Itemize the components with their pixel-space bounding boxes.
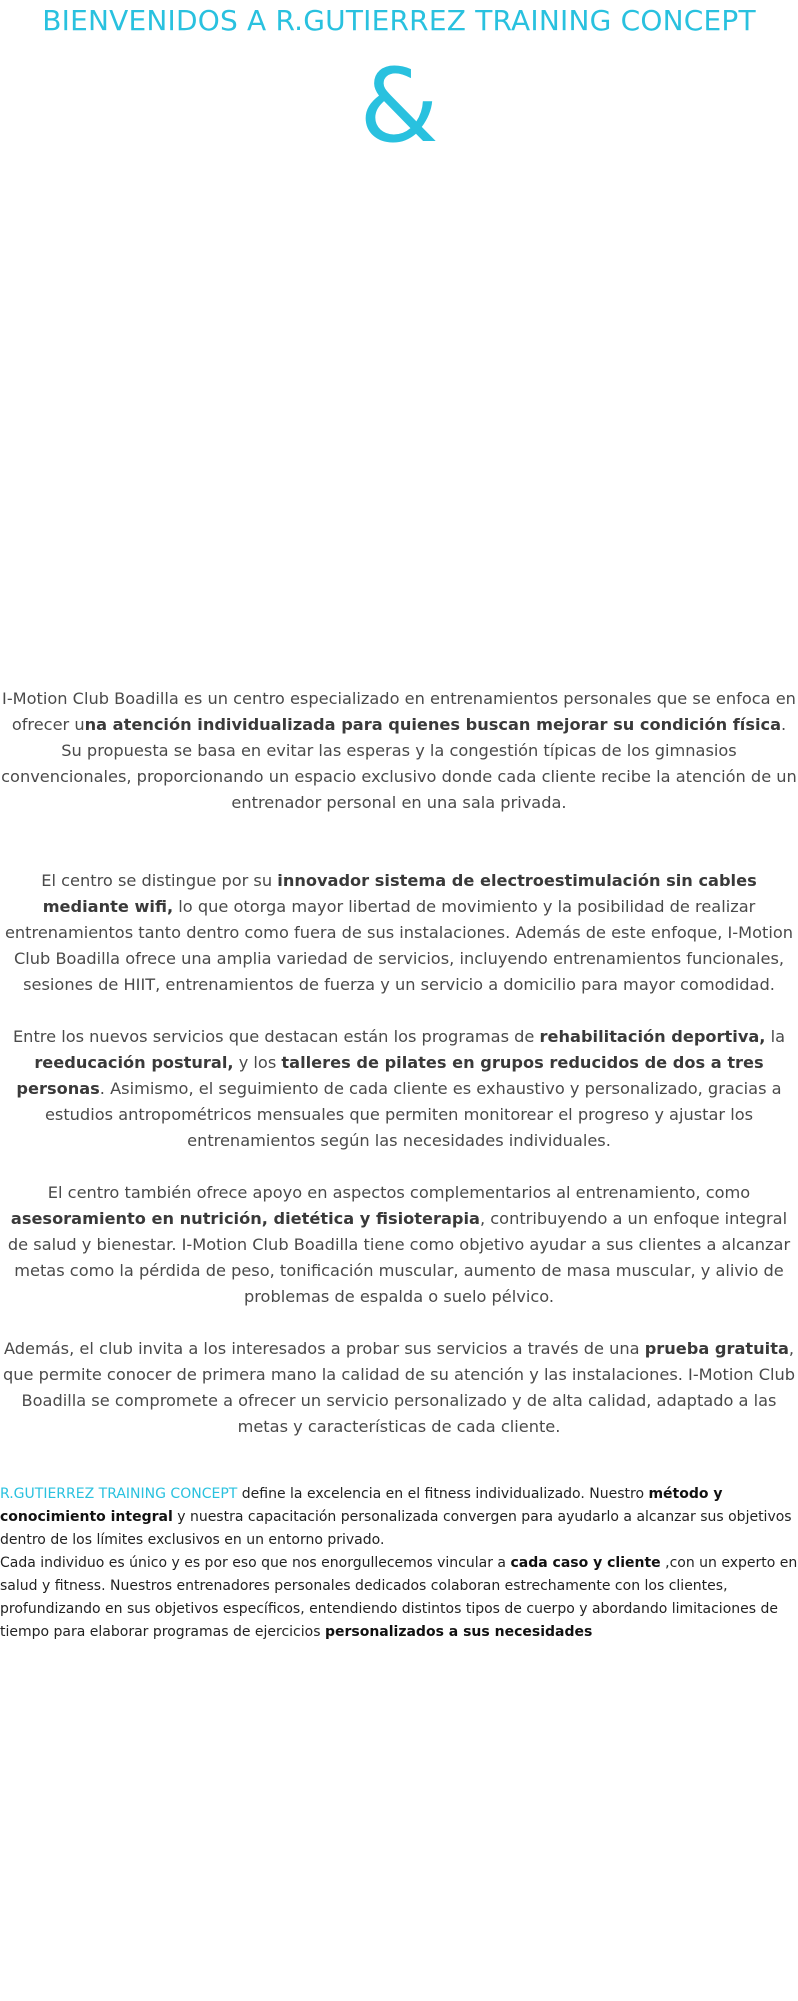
about-paragraph-technology: [0, 868, 798, 998]
text-span: define la excelencia en el fitness individualizado. Nuestro: [237, 1486, 649, 1502]
emphasis-text: personalizados a sus necesidades: [324, 1624, 593, 1640]
text-span: Además, el club invita a los interesados a probar sus servicios a través de una: [3, 1339, 645, 1358]
emphasis-text: reeducación postural,: [34, 1053, 234, 1072]
text-span: la: [765, 1027, 786, 1046]
emphasis-text: rehabilitación deportiva,: [539, 1027, 766, 1046]
welcome-title: BIENVENIDOS A R.GUTIERREZ TRAINING CONCEPT: [42, 4, 756, 37]
emphasis-text: na atención individualizada para quienes buscan mejorar su condición física: [84, 715, 782, 734]
about-paragraph-services: [0, 1024, 798, 1154]
emphasis-text: cada caso y cliente: [510, 1555, 661, 1571]
emphasis-text: talleres de pilates en grupos reducidos de dos a tres personas: [16, 1053, 764, 1098]
text-span: , que permite conocer de primera mano la calidad de su atención y las instalaciones. I-Motion Club Boadilla se compromete a ofrecer un servicio personalizado y de alta calidad, adaptado a las metas y características de cada cliente.: [2, 1339, 796, 1436]
about-paragraph-trial: [0, 1336, 798, 1440]
text-span: lo que otorga mayor libertad de movimiento y la posibilidad de realizar entrenamientos tanto dentro como fuera de sus instalaciones. Además de este enfoque, I-Motion Club Boadilla ofrece una amplia variedad de servicios, incluyendo entrenamientos funcionales, sesiones de HIIT, entrenamientos de fuerza y un servicio a domicilio para mayor comodidad.: [4, 897, 794, 994]
text-span: . Asimismo, el seguimiento de cada cliente es exhaustivo y personalizado, gracias a estudios antropométricos mensuales que permiten monitorear el progreso y ajustar los entrenamientos según las necesidades individuales.: [44, 1079, 782, 1150]
concept-section: [0, 1483, 798, 1644]
emphasis-text: prueba gratuita: [644, 1339, 789, 1358]
text-span: , contribuyendo a un enfoque integral de salud y bienestar. I-Motion Club Boadilla tiene como objetivo ayudar a sus clientes a alcanzar metas como la pérdida de peso, tonificación muscular, aumento de masa muscular, y alivio de problemas de espalda o suelo pélvico.: [7, 1209, 791, 1306]
concept-paragraph-intro: [0, 1483, 798, 1552]
text-span: . Su propuesta se basa en evitar las esperas y la congestión típicas de los gimnasios convencionales, proporcionando un espacio exclusivo donde cada cliente recibe la atención de un entrenador personal en una sala privada.: [1, 715, 797, 812]
text-span: I-Motion Club Boadilla es un centro especializado en entrenamientos personales que se enfoca en ofrecer u: [2, 689, 796, 734]
ampersand-glyph: &: [359, 47, 439, 166]
emphasis-text: método y conocimiento integral: [0, 1486, 723, 1525]
text-span: El centro también ofrece apoyo en aspectos complementarios al entrenamiento, como: [47, 1183, 751, 1202]
brand-name-text: R.GUTIERREZ TRAINING CONCEPT: [0, 1486, 238, 1502]
text-span: y los: [233, 1053, 282, 1072]
about-section: [0, 686, 798, 1466]
about-paragraph-support: [0, 1180, 798, 1310]
emphasis-text: asesoramiento en nutrición, dietética y fisioterapia: [10, 1209, 480, 1228]
about-paragraph-intro: [0, 686, 798, 816]
text-span: ,con un experto en salud y fitness. Nuestros entrenadores personales dedicados colaboran estrechamente con los clientes, profundizando en sus objetivos específicos, entendiendo distintos tipos de cuerpo y abordando limitaciones de tiempo para elaborar programas de ejercicios: [0, 1555, 798, 1640]
text-span: Cada individuo es único y es por eso que nos enorgullecemos vincular a: [0, 1555, 511, 1571]
emphasis-text: innovador sistema de electroestimulación sin cables mediante wifi,: [42, 871, 757, 916]
text-span: Entre los nuevos servicios que destacan están los programas de: [12, 1027, 540, 1046]
text-span: El centro se distingue por su: [41, 871, 278, 890]
concept-paragraph-individual: [0, 1552, 798, 1644]
text-span: y nuestra capacitación personalizada convergen para ayudarlo a alcanzar sus objetivos dentro de los límites exclusivos en un entorno privado.: [0, 1509, 792, 1548]
